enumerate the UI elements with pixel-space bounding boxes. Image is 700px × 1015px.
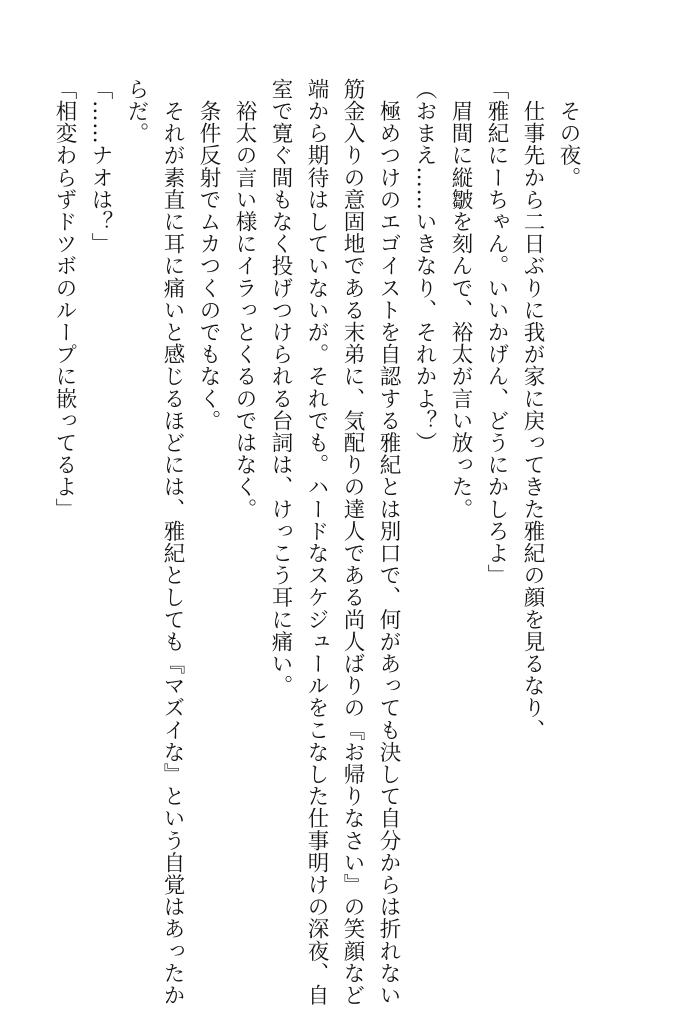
text-line-8: 端から期待はしていないが。それでも。ハードなスケジュールをこなした仕事明けの深夜、自 (304, 78, 329, 1007)
text-line-3: 「雅紀にーちゃん。いいかげん、どうにかしろよ」 (484, 78, 509, 587)
text-line-12: それが素直に耳に痛いと感じるほどには、雅紀としても『マズイな』という自覚はあったか (160, 78, 185, 1007)
text-line-4: 眉間に縦皺を刻んで、裕太が言い放った。 (448, 78, 473, 520)
text-line-9: 室で寛ぐ間もなく投げつけられる台詞は、けっこう耳に痛い。 (268, 78, 293, 697)
text-line-13: らだ。 (124, 78, 149, 145)
text-line-5: （おまえ……いきなり、それかよ？） (412, 78, 437, 454)
text-line-2: 仕事先から二日ぶりに我が家に戻ってきた雅紀の顔を見るなり、 (520, 78, 545, 741)
text-line-10: 裕太の言い様にイラっとくるのではなく。 (232, 78, 257, 520)
text-line-14: 「……ナオは？」 (88, 78, 113, 255)
text-line-11: 条件反射でムカつくのでもなく。 (196, 78, 221, 432)
text-line-1: その夜。 (556, 78, 581, 189)
text-line-7: 筋金入りの意固地である末弟に、気配りの達人である尚人ばりの『お帰りなさい』の笑顔など (340, 78, 365, 1007)
text-line-6: 極めつけのエゴイストを自認する雅紀とは別口で、何があっても決して自分からは折れない (376, 78, 401, 1007)
text-line-15: 「相変わらずドツボのループに嵌ってるよ」 (52, 78, 77, 520)
